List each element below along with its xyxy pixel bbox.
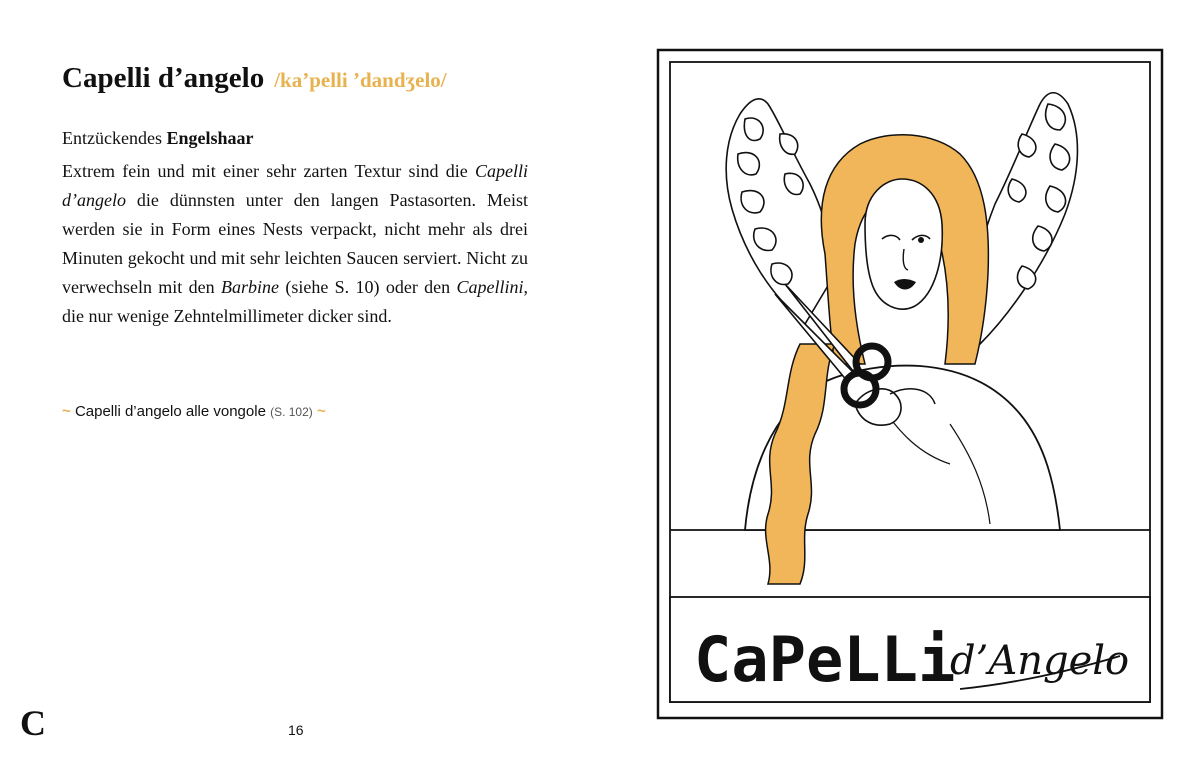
paragraph-text: Extrem fein und mit einer sehr zarten Textur sind die [62,161,475,181]
recipe-page-ref: (S. 102) [270,405,313,419]
paragraph-text: die dünnsten unter den langen Pastasorten. Meist werden sie in Form eines Nests verpackt, nicht mehr als drei Minuten gekocht und mit sehr leichten Saucen serviert. Nicht zu verwechseln mit den [62,190,528,297]
tilde-right: ~ [316,403,326,420]
pronunciation: /ka’pelli ’dandʒelo/ [274,68,447,92]
subtitle-prefix: Entzückendes [62,128,162,148]
tilde-left: ~ [62,403,71,420]
entry-title: Capelli d’angelo [62,62,265,94]
italic-term: Capellini [456,277,524,297]
left-wing [726,99,835,324]
subtitle-bold: Engelshaar [166,128,254,148]
page-number: 16 [288,722,304,738]
paragraph-text: (siehe S. 10) oder den [278,277,457,297]
caption-script: d’Angelo [950,638,1130,684]
angel-illustration [650,44,1170,724]
paragraph-text: , die nur wenige Zehntelmillimeter dicker sind. [62,277,528,326]
italic-term: Capelli d’angelo [62,161,528,210]
italic-term: Barbine [220,277,279,297]
recipe-name: Capelli d’angelo alle vongole [74,403,266,420]
caption-main: CaPeLLi [694,623,956,696]
entry-title-line [62,62,447,95]
recipe-reference[interactable] [62,403,326,420]
entry-subtitle [62,128,253,149]
entry-description [62,157,528,331]
section-letter: C [20,703,46,743]
angel-face [865,179,942,309]
